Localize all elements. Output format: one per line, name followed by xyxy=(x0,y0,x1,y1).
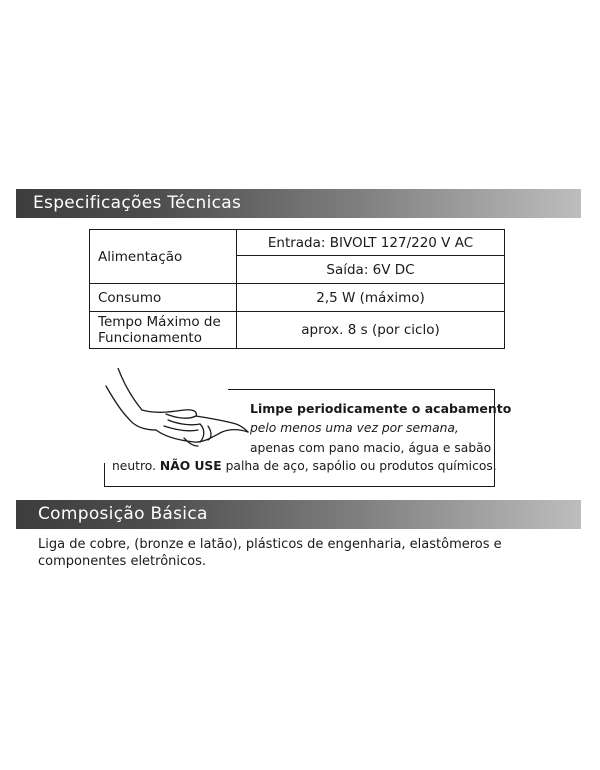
care-text-line xyxy=(112,459,497,473)
composition-title: Composição Básica xyxy=(38,504,208,524)
table-cell-label xyxy=(90,312,237,349)
hand-wiping-cloth-icon xyxy=(104,368,254,448)
care-text-end: palha de aço, sapólio ou produtos químicos. xyxy=(225,459,497,473)
table-row xyxy=(90,230,505,256)
specs-title: Especificações Técnicas xyxy=(33,193,242,213)
specs-section-header xyxy=(16,189,581,218)
care-warning: NÃO USE xyxy=(159,459,222,473)
divider xyxy=(104,486,495,487)
table-cell-value: Entrada: BIVOLT 127/220 V AC xyxy=(237,230,505,256)
care-title: Limpe periodicamente o acabamento xyxy=(250,401,512,416)
table-cell-label: Alimentação xyxy=(90,230,237,284)
cleaning-instructions-box xyxy=(104,389,512,487)
label-line: Funcionamento xyxy=(98,330,202,346)
table-cell-label: Consumo xyxy=(90,284,237,312)
care-text-start: neutro. xyxy=(112,459,156,473)
table-cell-value: 2,5 W (máximo) xyxy=(237,284,505,312)
table-cell-value: Saída: 6V DC xyxy=(237,256,505,284)
care-text-line: apenas com pano macio, água e sabão xyxy=(250,441,492,455)
table-row xyxy=(90,312,505,349)
label-line: Tempo Máximo de xyxy=(98,314,221,330)
divider xyxy=(104,463,105,487)
divider xyxy=(228,389,495,390)
composition-section-header xyxy=(16,500,581,529)
table-cell-value: aprox. 8 s (por ciclo) xyxy=(237,312,505,349)
care-text-line: pelo menos uma vez por semana, xyxy=(250,421,459,435)
specs-table xyxy=(89,229,505,349)
composition-text: Liga de cobre, (bronze e latão), plásticos de engenharia, elastômeros e componentes eletrônicos. xyxy=(38,537,502,569)
table-row xyxy=(90,284,505,312)
